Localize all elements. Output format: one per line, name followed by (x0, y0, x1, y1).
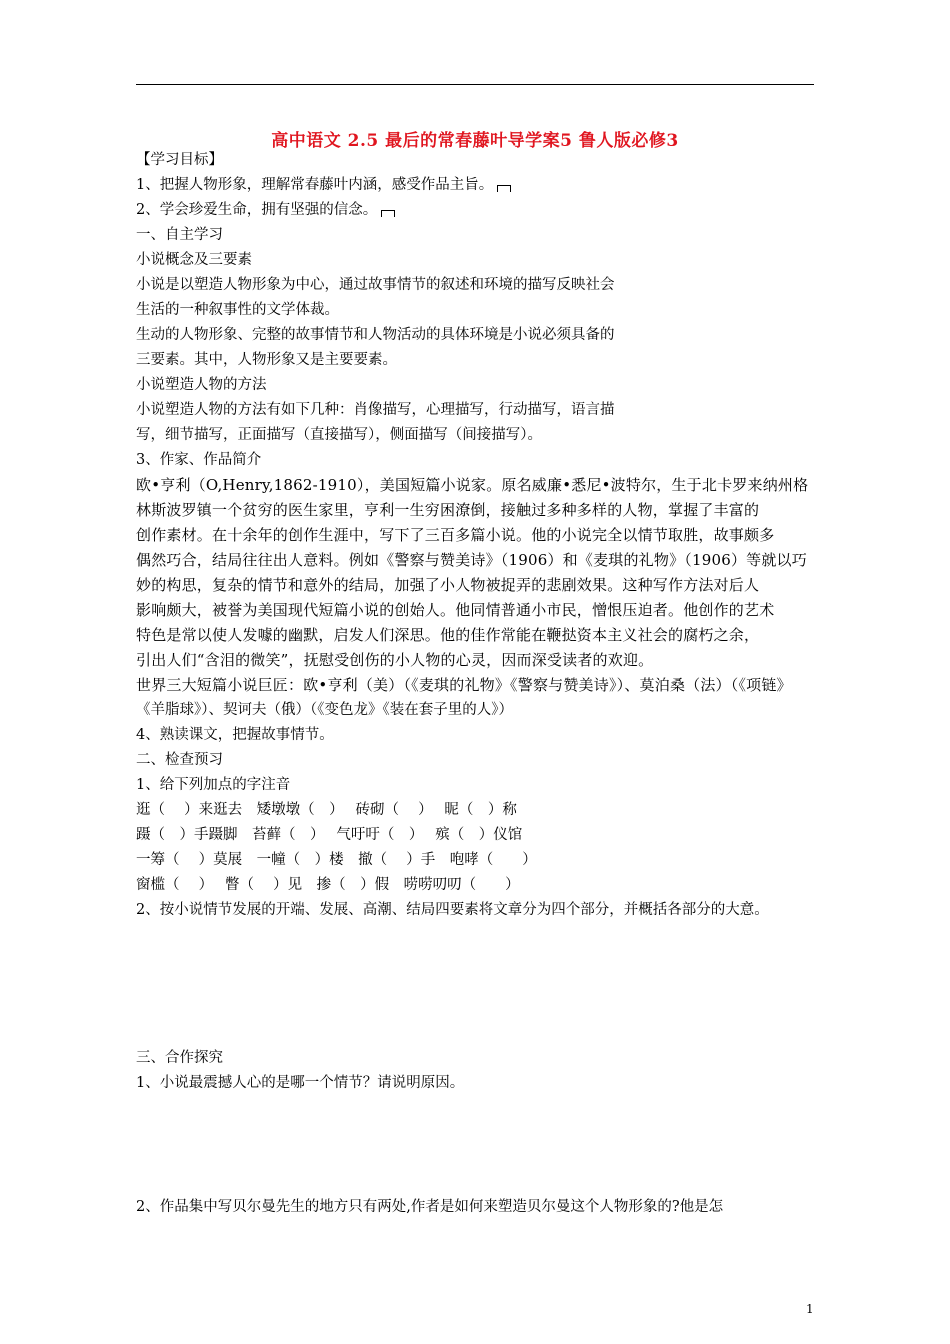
subheading-novel-concept: 小说概念及三要素 (136, 252, 252, 268)
paragraph-line: 妙的构思，复杂的情节和意外的结局，加强了小人物被捉弄的悲剧效果。这种写作方法对后人 (136, 576, 760, 594)
paragraph-line: 创作素材。在十余年的创作生涯中，写下了三百多篇小说。他的小说完全以情节取胜，故事颇多 (136, 526, 775, 544)
paragraph-line: 生活的一种叙事性的文学体裁。 (136, 302, 339, 318)
paragraph-line: 小说塑造人物的方法有如下几种：肖像描写，心理描写，行动描写，语言描 (136, 402, 615, 418)
subheading-character-methods: 小说塑造人物的方法 (136, 377, 267, 393)
paragraph-line: 欧•亨利（O,Henry,1862-1910），美国短篇小说家。原名威廉•悉尼•波特尔，生于北卡罗来纳州格 (136, 476, 809, 494)
section-heading-objectives: 【学习目标】 (136, 152, 223, 168)
paragraph-line: 引出人们“含泪的微笑”，抚慰受创伤的小人物的心灵，因而深受读者的欢迎。 (136, 651, 654, 669)
paragraph-line: 世界三大短篇小说巨匠：欧•亨利（美）（《麦琪的礼物》《警察与赞美诗》）、莫泊桑（法）（《项链》 (136, 676, 792, 694)
paragraph-line: 生动的人物形象、完整的故事情节和人物活动的具体环境是小说必须具备的 (136, 327, 615, 343)
paragraph-line: 《羊脂球》）、契诃夫（俄）（《变色龙》《装在套子里的人》） (136, 702, 513, 718)
question-1: 1、小说最震撼人心的是哪一个情节？请说明原因。 (136, 1075, 465, 1091)
header-rule (136, 84, 814, 85)
pronunciation-row: 窗槛（ ） 瞥（ ）见 掺（ ）假 唠唠叨叨（ ） (136, 877, 520, 893)
objective-2-text: 2、学会珍爱生命，拥有坚强的信念。 (136, 202, 378, 218)
section-heading-self-study: 一、自主学习 (136, 227, 223, 243)
question-plot-division: 2、按小说情节发展的开端、发展、高潮、结局四要素将文章分为四个部分，并概括各部分的大意。 (136, 902, 769, 918)
paragraph-line: 小说是以塑造人物形象为中心，通过故事情节的叙述和环境的描写反映社会 (136, 277, 615, 293)
task-read-text: 4、熟读课文，把握故事情节。 (136, 727, 334, 743)
pronunciation-row: 蹑（ ）手蹑脚 苔藓（ ） 气吁吁（ ） 殡（ ）仪馆 (136, 827, 523, 843)
objective-1 (136, 175, 511, 195)
objective-1-text: 1、把握人物形象，理解常春藤叶内涵，感受作品主旨。 (136, 177, 494, 193)
section-heading-cooperation: 三、合作探究 (136, 1050, 223, 1066)
paragraph-line: 三要素。其中，人物形象又是主要要素。 (136, 352, 397, 368)
question-2: 2、作品集中写贝尔曼先生的地方只有两处,作者是如何来塑造贝尔曼这个人物形象的?他是怎 (136, 1199, 724, 1215)
paragraph-line: 写，细节描写，正面描写（直接描写），侧面描写（间接描写）。 (136, 427, 542, 443)
objective-2 (136, 200, 395, 220)
question-pronunciation: 1、给下列加点的字注音 (136, 777, 291, 793)
page-title: 高中语文 2.5 最后的常春藤叶导学案5 鲁人版必修3 (271, 131, 679, 151)
pronunciation-row: 逛（ ）来逛去 矮墩墩（ ） 砖砌（ ） 昵（ ）称 (136, 802, 517, 818)
section-heading-preview: 二、检查预习 (136, 752, 223, 768)
paragraph-line: 偶然巧合，结局往往出人意料。例如《警察与赞美诗》（1906）和《麦琪的礼物》（1906）等就以巧 (136, 551, 807, 569)
subheading-author-intro: 3、作家、作品简介 (136, 452, 262, 468)
paragraph-line: 林斯波罗镇一个贫穷的医生家里，亨利一生穷困潦倒，接触过多种多样的人物，掌握了丰富的 (136, 501, 760, 519)
edit-mark-icon (497, 185, 511, 192)
paragraph-line: 特色是常以使人发噱的幽默，启发人们深思。他的佳作常能在鞭挞资本主义社会的腐朽之余， (136, 626, 760, 644)
paragraph-line: 影响颇大，被誉为美国现代短篇小说的创始人。他同情普通小市民，憎恨压迫者。他创作的艺术 (136, 601, 775, 619)
edit-mark-icon (381, 210, 395, 217)
pronunciation-row: 一筹（ ）莫展 一幢（ ）楼 撤（ ）手 咆哮（ ） (136, 852, 537, 868)
page-number: 1 (806, 1302, 814, 1316)
